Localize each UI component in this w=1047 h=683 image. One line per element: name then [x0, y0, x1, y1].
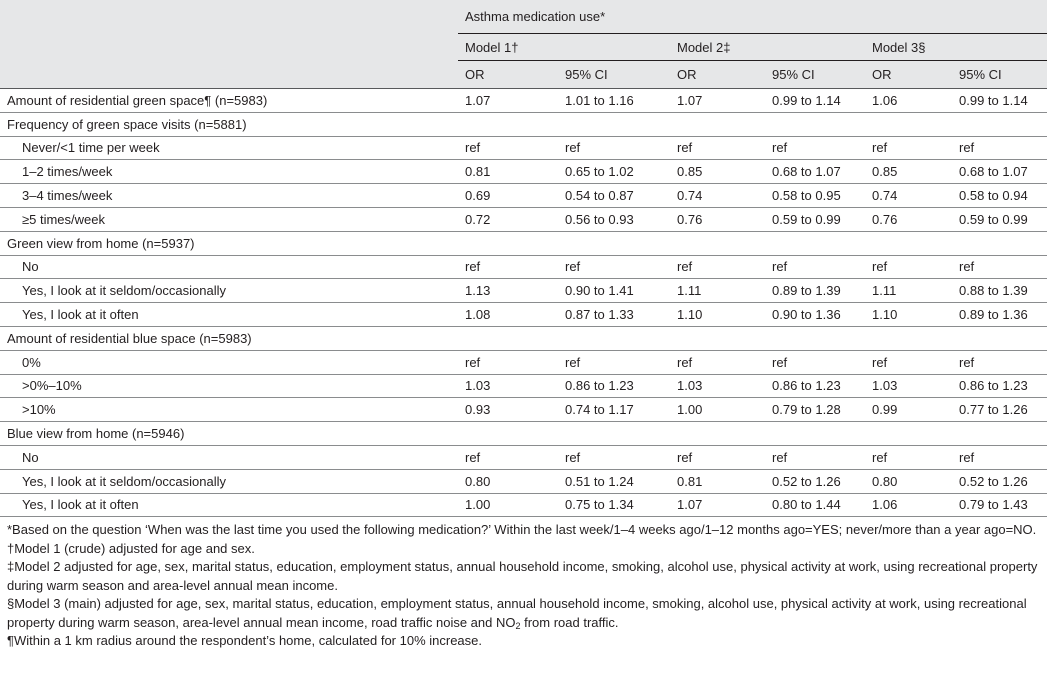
cell-ci: ref — [558, 255, 670, 279]
row-label: >0%–10% — [0, 374, 458, 398]
cell-ci: 0.54 to 0.87 — [558, 184, 670, 208]
cell-ci: 0.52 to 1.26 — [952, 469, 1047, 493]
cell-or: 1.00 — [458, 493, 558, 517]
cell-ci: 0.80 to 1.44 — [765, 493, 865, 517]
cell-or: 1.00 — [670, 398, 765, 422]
cell-ci — [558, 422, 670, 446]
cell-or: ref — [865, 255, 952, 279]
cell-or: 0.80 — [865, 469, 952, 493]
cell-ci: ref — [558, 350, 670, 374]
cell-ci — [765, 231, 865, 255]
cell-ci: 0.90 to 1.36 — [765, 303, 865, 327]
cell-ci: ref — [765, 255, 865, 279]
col-or: OR — [670, 61, 765, 89]
cell-or: 1.03 — [670, 374, 765, 398]
cell-ci: 0.86 to 1.23 — [558, 374, 670, 398]
table-row — [0, 303, 1047, 327]
cell-or: ref — [865, 445, 952, 469]
cell-ci: 0.75 to 1.34 — [558, 493, 670, 517]
row-label: No — [0, 445, 458, 469]
cell-or: 1.07 — [458, 89, 558, 113]
cell-or — [670, 326, 765, 350]
cell-or: ref — [865, 136, 952, 160]
cell-or: 0.74 — [865, 184, 952, 208]
cell-ci — [952, 326, 1047, 350]
cell-ci — [558, 326, 670, 350]
col-or: OR — [458, 61, 558, 89]
cell-or: ref — [458, 350, 558, 374]
cell-or: 1.07 — [670, 493, 765, 517]
row-label: Amount of residential green space¶ (n=5983) — [0, 89, 458, 113]
cell-or: 0.85 — [670, 160, 765, 184]
cell-ci: 0.59 to 0.99 — [765, 207, 865, 231]
cell-or: 1.06 — [865, 493, 952, 517]
cell-ci: 0.99 to 1.14 — [765, 89, 865, 113]
cell-ci: 0.68 to 1.07 — [765, 160, 865, 184]
footnote-section — [7, 595, 1040, 632]
group-title: Asthma medication use* — [458, 0, 1047, 34]
col-ci: 95% CI — [765, 61, 865, 89]
header-blank — [0, 34, 458, 61]
col-or: OR — [865, 61, 952, 89]
header-row-columns — [0, 61, 1047, 89]
cell-ci: 0.58 to 0.94 — [952, 184, 1047, 208]
cell-or: ref — [670, 445, 765, 469]
table-row — [0, 422, 1047, 446]
row-label: Blue view from home (n=5946) — [0, 422, 458, 446]
row-label: 0% — [0, 350, 458, 374]
table-row — [0, 469, 1047, 493]
cell-or: 1.13 — [458, 279, 558, 303]
cell-or: 0.74 — [670, 184, 765, 208]
cell-or: ref — [670, 255, 765, 279]
col-ci: 95% CI — [952, 61, 1047, 89]
table-body — [0, 89, 1047, 517]
cell-ci: 0.74 to 1.17 — [558, 398, 670, 422]
cell-or: 1.11 — [670, 279, 765, 303]
row-label: Never/<1 time per week — [0, 136, 458, 160]
table-row — [0, 398, 1047, 422]
cell-ci: ref — [952, 136, 1047, 160]
table-row — [0, 112, 1047, 136]
cell-or: 1.06 — [865, 89, 952, 113]
footnote-subscript: 2 — [515, 620, 521, 631]
row-label: Yes, I look at it often — [0, 493, 458, 517]
footnote-section-tail: from road traffic. — [520, 614, 619, 630]
cell-or: ref — [458, 445, 558, 469]
cell-or: 1.10 — [670, 303, 765, 327]
cell-ci: ref — [558, 136, 670, 160]
cell-ci: 0.79 to 1.28 — [765, 398, 865, 422]
cell-ci — [558, 231, 670, 255]
cell-or — [670, 422, 765, 446]
table-row — [0, 255, 1047, 279]
cell-ci: 0.59 to 0.99 — [952, 207, 1047, 231]
cell-ci: 0.89 to 1.36 — [952, 303, 1047, 327]
cell-ci: ref — [952, 255, 1047, 279]
cell-ci: 0.79 to 1.43 — [952, 493, 1047, 517]
cell-ci: ref — [765, 445, 865, 469]
cell-ci: 0.52 to 1.26 — [765, 469, 865, 493]
cell-or: ref — [865, 350, 952, 374]
cell-ci: ref — [558, 445, 670, 469]
row-label: Frequency of green space visits (n=5881) — [0, 112, 458, 136]
cell-or — [670, 231, 765, 255]
row-label: Yes, I look at it seldom/occasionally — [0, 279, 458, 303]
row-label: >10% — [0, 398, 458, 422]
model-2-header: Model 2‡ — [670, 34, 865, 61]
table-row — [0, 231, 1047, 255]
cell-or: ref — [458, 136, 558, 160]
cell-ci — [952, 231, 1047, 255]
cell-ci — [558, 112, 670, 136]
cell-ci: 0.58 to 0.95 — [765, 184, 865, 208]
cell-or: 0.80 — [458, 469, 558, 493]
cell-ci: 0.56 to 0.93 — [558, 207, 670, 231]
cell-or — [670, 112, 765, 136]
cell-ci: 0.86 to 1.23 — [952, 374, 1047, 398]
cell-ci: 0.88 to 1.39 — [952, 279, 1047, 303]
cell-ci: 0.89 to 1.39 — [765, 279, 865, 303]
cell-or: ref — [670, 136, 765, 160]
footnotes — [0, 517, 1047, 651]
cell-or — [458, 326, 558, 350]
cell-ci: ref — [765, 136, 865, 160]
row-label: 1–2 times/week — [0, 160, 458, 184]
header-row-models — [0, 34, 1047, 61]
table-row — [0, 160, 1047, 184]
table-row — [0, 493, 1047, 517]
row-label: Green view from home (n=5937) — [0, 231, 458, 255]
cell-or: 1.08 — [458, 303, 558, 327]
cell-ci: ref — [952, 445, 1047, 469]
footnote-pilcrow: ¶Within a 1 km radius around the respondent’s home, calculated for 10% increase. — [7, 633, 483, 649]
cell-or: 0.99 — [865, 398, 952, 422]
cell-or: 0.81 — [458, 160, 558, 184]
table-row — [0, 279, 1047, 303]
cell-or: 1.11 — [865, 279, 952, 303]
table-row — [0, 136, 1047, 160]
row-label: No — [0, 255, 458, 279]
cell-ci — [952, 112, 1047, 136]
cell-or — [865, 112, 952, 136]
cell-ci — [765, 422, 865, 446]
table-row — [0, 374, 1047, 398]
cell-ci: 1.01 to 1.16 — [558, 89, 670, 113]
row-label: Yes, I look at it often — [0, 303, 458, 327]
cell-or: 0.76 — [670, 207, 765, 231]
cell-or: ref — [670, 350, 765, 374]
col-ci: 95% CI — [558, 61, 670, 89]
cell-or — [458, 231, 558, 255]
cell-or — [458, 112, 558, 136]
table-row — [0, 89, 1047, 113]
model-3-header: Model 3§ — [865, 34, 1047, 61]
footnote-section-text: §Model 3 (main) adjusted for age, sex, marital status, education, employment status, annual household income, smoking, alcohol use, physical activity at work, using recreational property during warm season, area-level annual mean income, road traffic noise and NO — [7, 596, 1027, 630]
cell-or — [865, 422, 952, 446]
cell-ci — [765, 112, 865, 136]
cell-or: ref — [458, 255, 558, 279]
row-label: Amount of residential blue space (n=5983) — [0, 326, 458, 350]
cell-ci: ref — [952, 350, 1047, 374]
cell-or: 1.10 — [865, 303, 952, 327]
row-label: 3–4 times/week — [0, 184, 458, 208]
cell-or — [865, 231, 952, 255]
header-blank — [0, 61, 458, 89]
table-row — [0, 326, 1047, 350]
cell-or: 0.85 — [865, 160, 952, 184]
cell-or: 0.76 — [865, 207, 952, 231]
cell-ci: 0.77 to 1.26 — [952, 398, 1047, 422]
cell-ci: 0.65 to 1.02 — [558, 160, 670, 184]
model-1-header: Model 1† — [458, 34, 670, 61]
cell-or — [865, 326, 952, 350]
cell-or: 0.81 — [670, 469, 765, 493]
footnote-dagger: †Model 1 (crude) adjusted for age and sex. — [7, 540, 255, 556]
cell-or: 1.03 — [458, 374, 558, 398]
cell-ci: ref — [765, 350, 865, 374]
cell-ci: 0.68 to 1.07 — [952, 160, 1047, 184]
cell-ci: 0.86 to 1.23 — [765, 374, 865, 398]
table-row — [0, 184, 1047, 208]
cell-or — [458, 422, 558, 446]
cell-ci: 0.87 to 1.33 — [558, 303, 670, 327]
table-row — [0, 445, 1047, 469]
cell-ci: 0.51 to 1.24 — [558, 469, 670, 493]
cell-ci — [765, 326, 865, 350]
cell-or: 0.72 — [458, 207, 558, 231]
footnote-asterisk: *Based on the question ‘When was the last time you used the following medication?’ Within the last week/1–4 weeks ago/1–12 months ago=YES; never/more than a year ago=NO. — [7, 522, 1037, 538]
table-row — [0, 350, 1047, 374]
table-row — [0, 207, 1047, 231]
cell-ci: 0.90 to 1.41 — [558, 279, 670, 303]
cell-or: 0.93 — [458, 398, 558, 422]
cell-ci — [952, 422, 1047, 446]
row-label: ≥5 times/week — [0, 207, 458, 231]
cell-ci: 0.99 to 1.14 — [952, 89, 1047, 113]
footnote-double-dagger: ‡Model 2 adjusted for age, sex, marital status, education, employment status, annual household income, smoking, alcohol use, physical activity at work, using recreational property during warm season and area-level annual mean income. — [7, 559, 1038, 593]
cell-or: 0.69 — [458, 184, 558, 208]
cell-or: 1.03 — [865, 374, 952, 398]
header-row-group — [0, 0, 1047, 34]
cell-or: 1.07 — [670, 89, 765, 113]
header-blank — [0, 0, 458, 34]
row-label: Yes, I look at it seldom/occasionally — [0, 469, 458, 493]
